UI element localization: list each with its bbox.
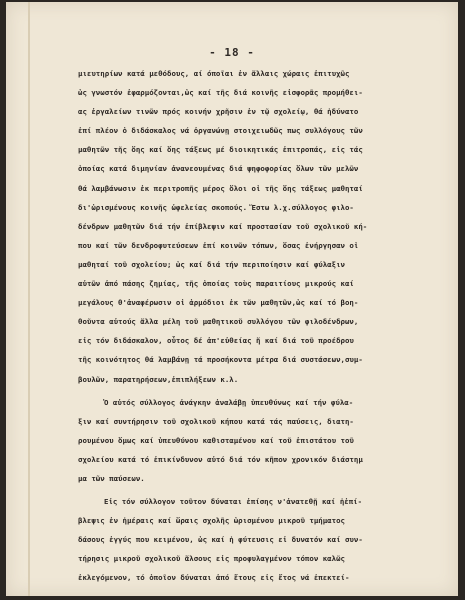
text-line: τῆς κοινότητος θά λαμβάνῃ τά προσήκοντα μέτρα διά συστάσεων,συμ- (78, 355, 363, 365)
binding-edge (28, 2, 30, 596)
text-line: θοῦντα αὐτούς ἄλλα μέλη τοῦ μαθητικοῦ συλλόγου τῶν φιλοδένδρων, (78, 317, 359, 327)
text-line: εἰς τόν διδάσκαλον, οὗτος δέ ἀπ'εὐθείας ἤ καί διά τοῦ προέδρου (78, 336, 354, 346)
text-line: βουλῶν, παρατηρήσεων,ἐπιπλήξεων κ.λ. (78, 374, 239, 384)
text-line: Ὁ αὐτός σύλλογος ἀνάγκην ἀναλάβῃ ὑπευθύνως καί τήν φύλα- (104, 397, 354, 407)
document-page (6, 2, 458, 596)
text-line: ὡς γνωστόν ἐφαρμόζονται,ὡς καί τῆς διά κοινῆς εἰσφορᾶς προμήθει- (78, 88, 363, 98)
text-line: δένδρων μαθητῶν διά τήν ἐπίβλεψιν καί προστασίαν τοῦ σχολικοῦ κή- (78, 221, 368, 231)
text-line: ξιν καί συντήρησιν τοῦ σχολικοῦ κήπου κατά τάς παύσεις, διατη- (78, 416, 354, 426)
text-line: που καί τῶν δενδροφυτεύσεων ἐπί κοινῶν τόπων, ὅσας ἐνήργησαν οἱ (78, 240, 359, 250)
text-line: ας ἐργαλείων τινῶν πρός κοινήν χρῆσιν ἐν τῷ σχολείῳ, θά ἠδύνατο (78, 107, 359, 117)
page-number: - 18 - (209, 46, 255, 59)
text-line: θά λαμβάνωσιν ἐκ περιτροπῆς μέρος ὅλοι οἱ τῆς ὅης τάξεως μαθηταί (78, 183, 363, 193)
text-line: ἐκλεγόμενον, τό ὁποῖον δύναται ἀπό ἔτους εἰς ἔτος νά ἐπεκτεί- (78, 573, 350, 583)
text-line: μεγάλους θ'ἀναφέρωσιν οἱ ἁρμόδιοι ἐκ τῶν μαθητῶν,ὡς καί τό βοη- (78, 298, 359, 308)
text-line: σχολείου κατά τό ἐπικίνδυνον αὐτό διά τόν κῆπον χρονικόν διάστημ (78, 454, 363, 464)
text-line: δι'ὡρισμένους κοινῆς ὠφελείας σκοπούς. Ἔστω λ.χ.σύλλογος φιλο- (78, 202, 354, 212)
text-line: ὁποίας κατά διμηνίαν ἀνανεουμένας διά ψηφοφορίας ὅλων τῶν μελῶν (78, 164, 359, 174)
text-line: ρουμένου ὅμως καί ὑπευθύνου καθισταμένου καί τοῦ ἐπιστάτου τοῦ (78, 435, 354, 445)
text-line: μαθητῶν τῆς ὅης καί ὅης τάξεως μέ διοικητικάς ἐπιτροπάς, εἰς τάς (78, 145, 363, 155)
text-line: αὐτῶν ἀπό πάσης ζημίας, τῆς ὁποίας τοὺς παραιτίους μικρούς καί (78, 279, 354, 289)
text-line: δάσους ἐγγύς που κειμένου, ὡς καί ἡ φύτευσις εἰ δυνατόν καί συν- (78, 535, 363, 545)
text-line: μα τῶν παύσεων. (78, 473, 145, 483)
text-line: Εἰς τόν σύλλογον τοῦτον δύναται ἐπίσης ν'ἀνατεθῇ καί ἡἐπί- (104, 497, 363, 507)
text-line: ἐπί πλέον ὁ διδάσκαλος νά ὀργανώνῃ στοιχειωδῶς πως συλλόγους τῶν (78, 126, 363, 136)
text-line: μαθηταί τοῦ σχολείου; ὡς καί διά τήν περιποίησιν καί φύλαξιν (78, 259, 345, 269)
text-line: μιευτηρίων κατά μεθόδους, αί όποῖαι ἐν ἄλλαις χώραις ἐπιτυχῶς (78, 69, 350, 78)
text-line: βλεψις ἐν ἡμέραις καί ὥραις σχολῆς ὡρισμένου μικροῦ τμήματος (78, 516, 345, 526)
text-line: τήρησις μικροῦ σχολικοῦ ἄλσους εἰς προφυλαγμένον τόπον καλῶς (78, 554, 345, 564)
typed-text-body (78, 64, 442, 588)
